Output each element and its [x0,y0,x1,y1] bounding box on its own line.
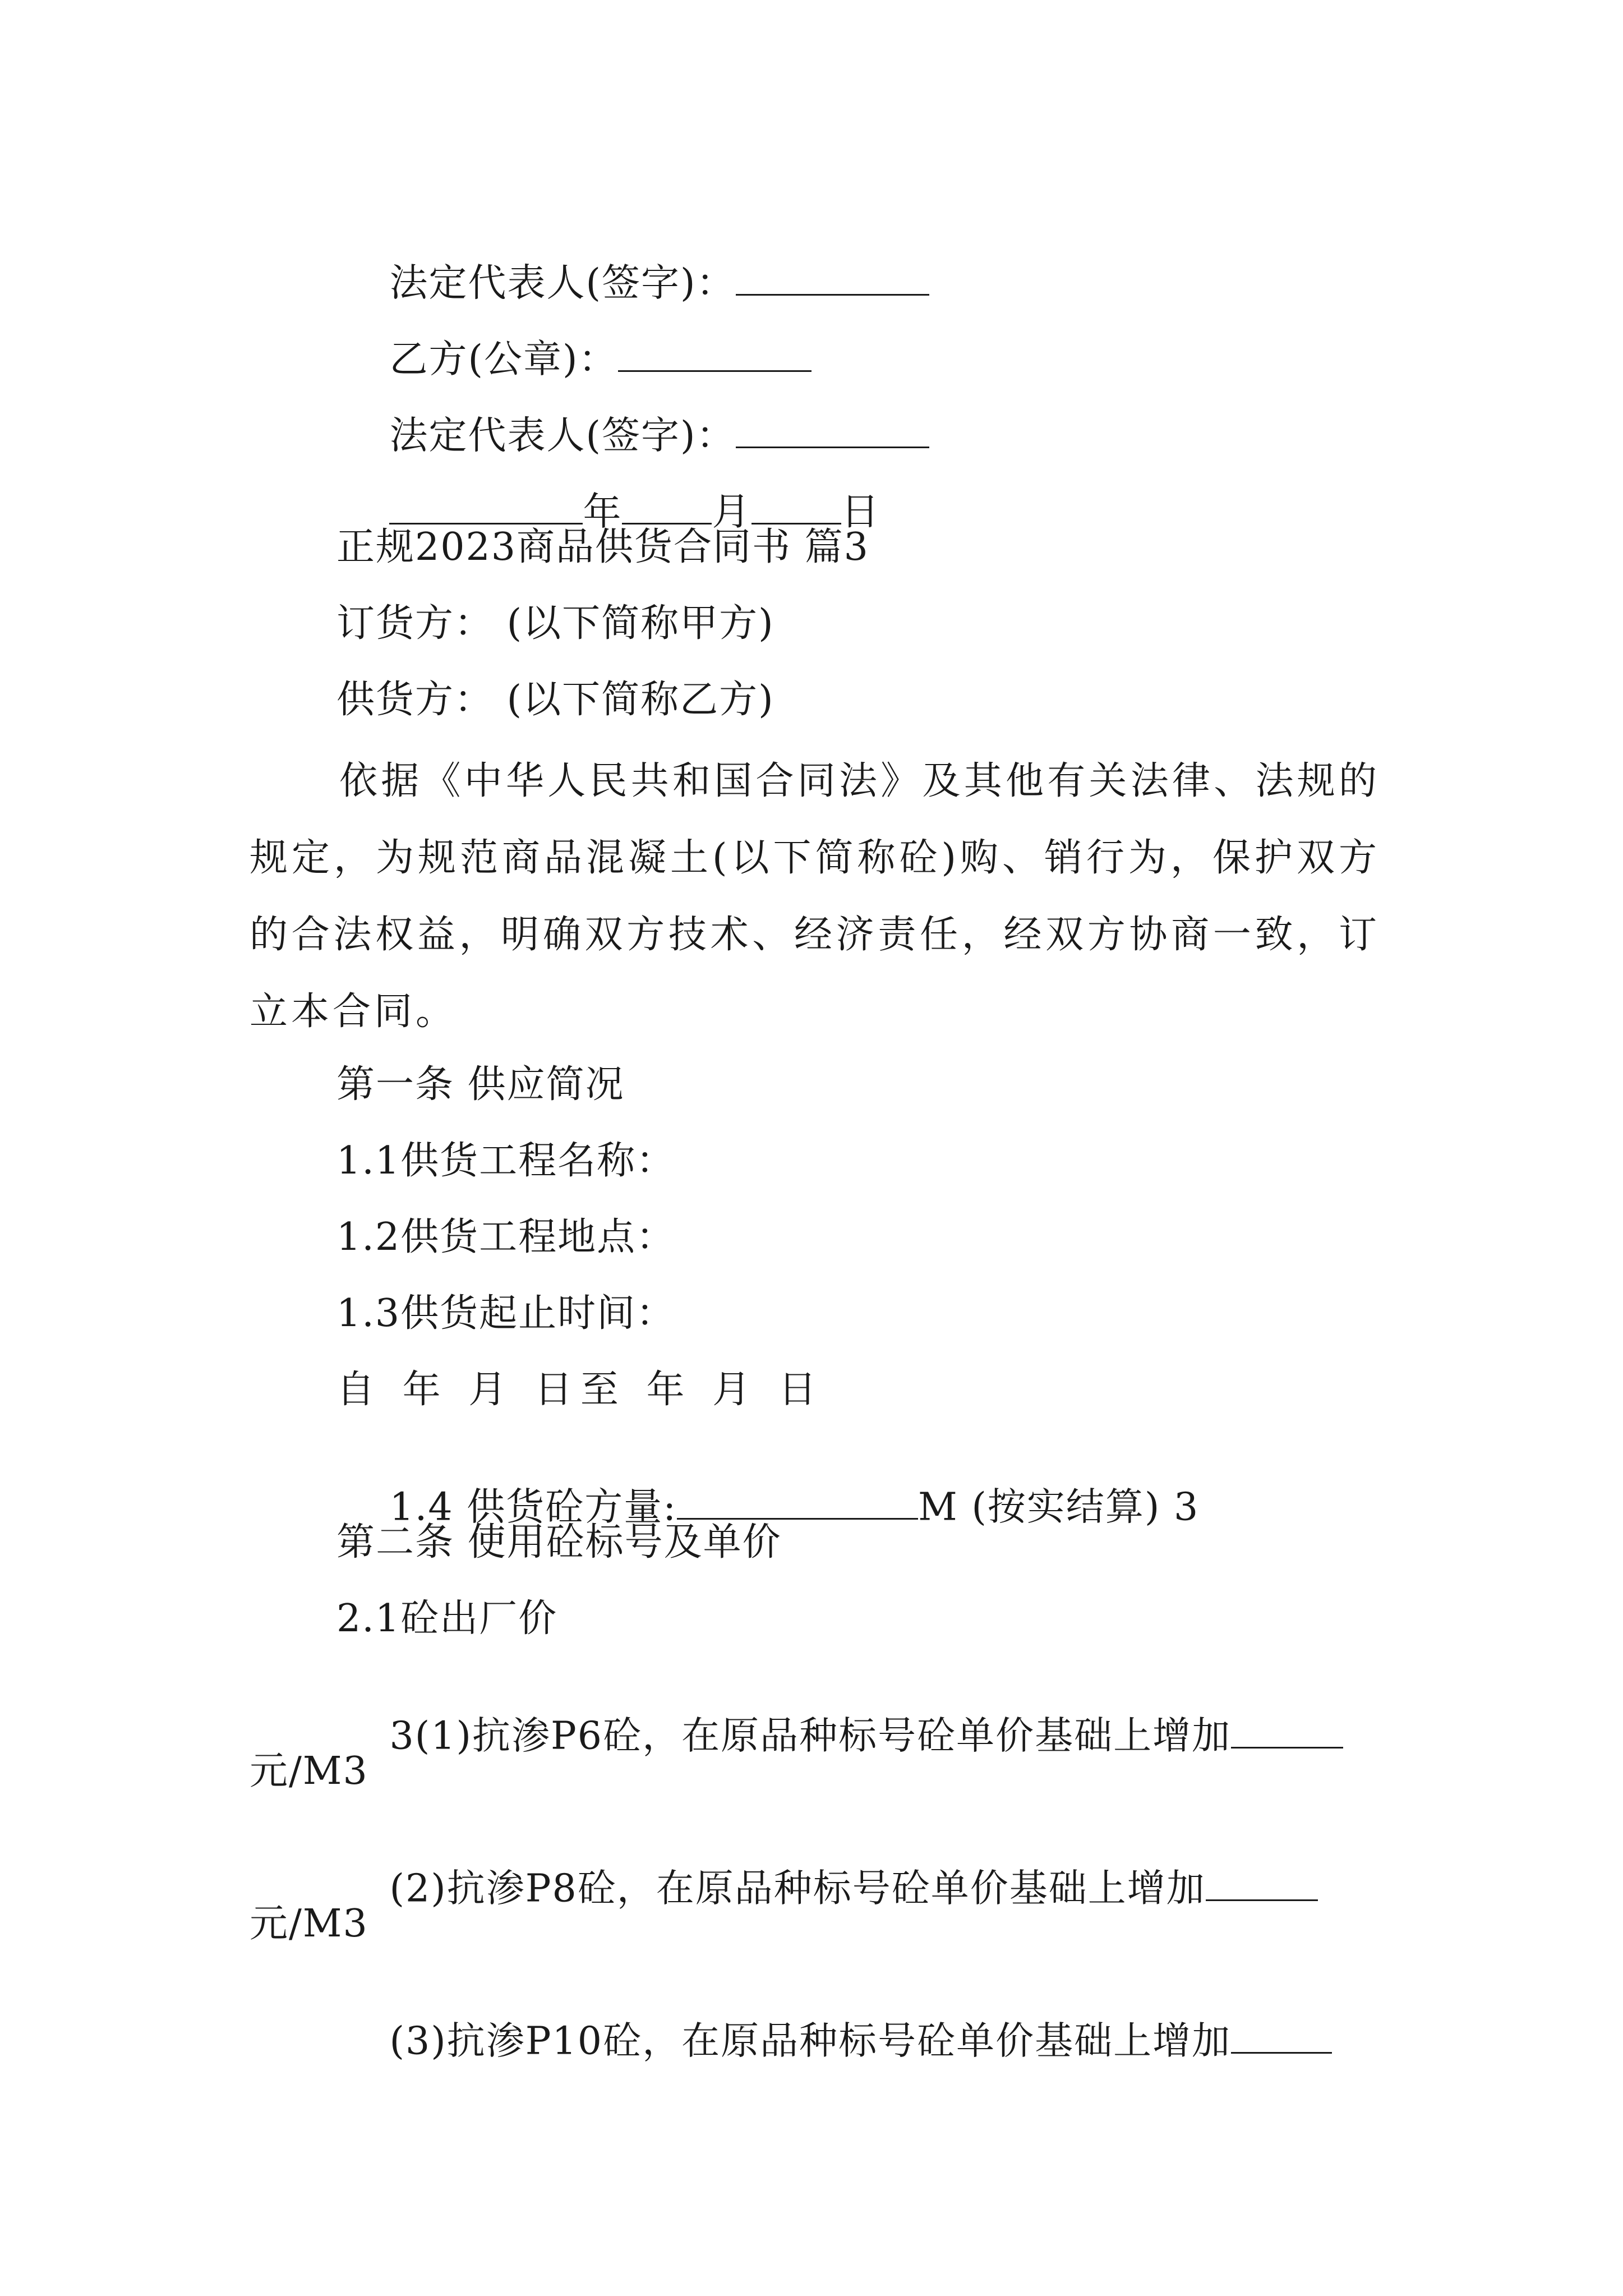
intro-paragraph: 依据《中华人民共和国合同法》及其他有关法律、法规的规定，为规范商品混凝土(以下简称砼)购、销行为，保护双方的合法权益，明确双方技术、经济责任，经双方协商一致，订立本合同。 [250,759,1380,1034]
supplier-line: 供货方： (以下简称乙方) [336,678,774,722]
item-p8-unit: 元/M3 [250,1902,368,1946]
item-1-4-label: 1.4 供货砼方量: [389,1485,677,1530]
item-p10 [336,1981,1332,2099]
item-p6-text: 3(1)抗渗P6砼，在原品种标号砼单价基础上增加 [389,1714,1232,1759]
date-month-label: 月 [712,490,751,535]
item-1-1: 1.1供货工程名称： [336,1139,676,1183]
seal-blank [618,338,811,372]
party-b-seal-label: 乙方(公章)： [389,337,618,382]
date-day-label: 日 [841,490,880,535]
day-blank [751,490,841,524]
supply-period-line: 自 年 月 日至 年 月 日 [336,1368,824,1412]
legal-rep-label-1: 法定代表人(签字)： [389,261,736,306]
p6-blank [1231,1714,1343,1749]
item-p10-text: (3)抗渗P10砼，在原品种标号砼单价基础上增加 [389,2019,1232,2064]
signature-blank-1 [736,261,929,296]
item-2-1: 2.1砼出厂价 [336,1596,558,1641]
item-p8-text: (2)抗渗P8砼，在原品种标号砼单价基础上增加 [389,1866,1206,1911]
p8-blank [1206,1867,1318,1901]
p10-blank [1231,2019,1332,2054]
section-heading: 正规2023商品供货合同书 篇3 [336,525,869,569]
item-1-2: 1.2供货工程地点： [336,1215,676,1259]
volume-blank [677,1485,918,1520]
orderer-line: 订货方： (以下简称甲方) [336,601,774,646]
article-1-heading: 第一条 供应简况 [336,1062,625,1107]
year-blank [389,490,583,524]
month-blank [622,490,712,524]
date-year-label: 年 [583,490,623,535]
article-2-heading: 第二条 使用砼标号及单价 [336,1520,782,1565]
item-p6-unit: 元/M3 [250,1749,368,1793]
item-p8 [336,1829,1318,1946]
signature-blank-2 [736,414,929,448]
item-p6 [336,1676,1343,1793]
item-1-3: 1.3供货起止时间： [336,1291,676,1336]
legal-rep-label-2: 法定代表人(签字)： [389,413,736,458]
item-1-4-unit: M (按实结算) 3 [918,1485,1200,1530]
